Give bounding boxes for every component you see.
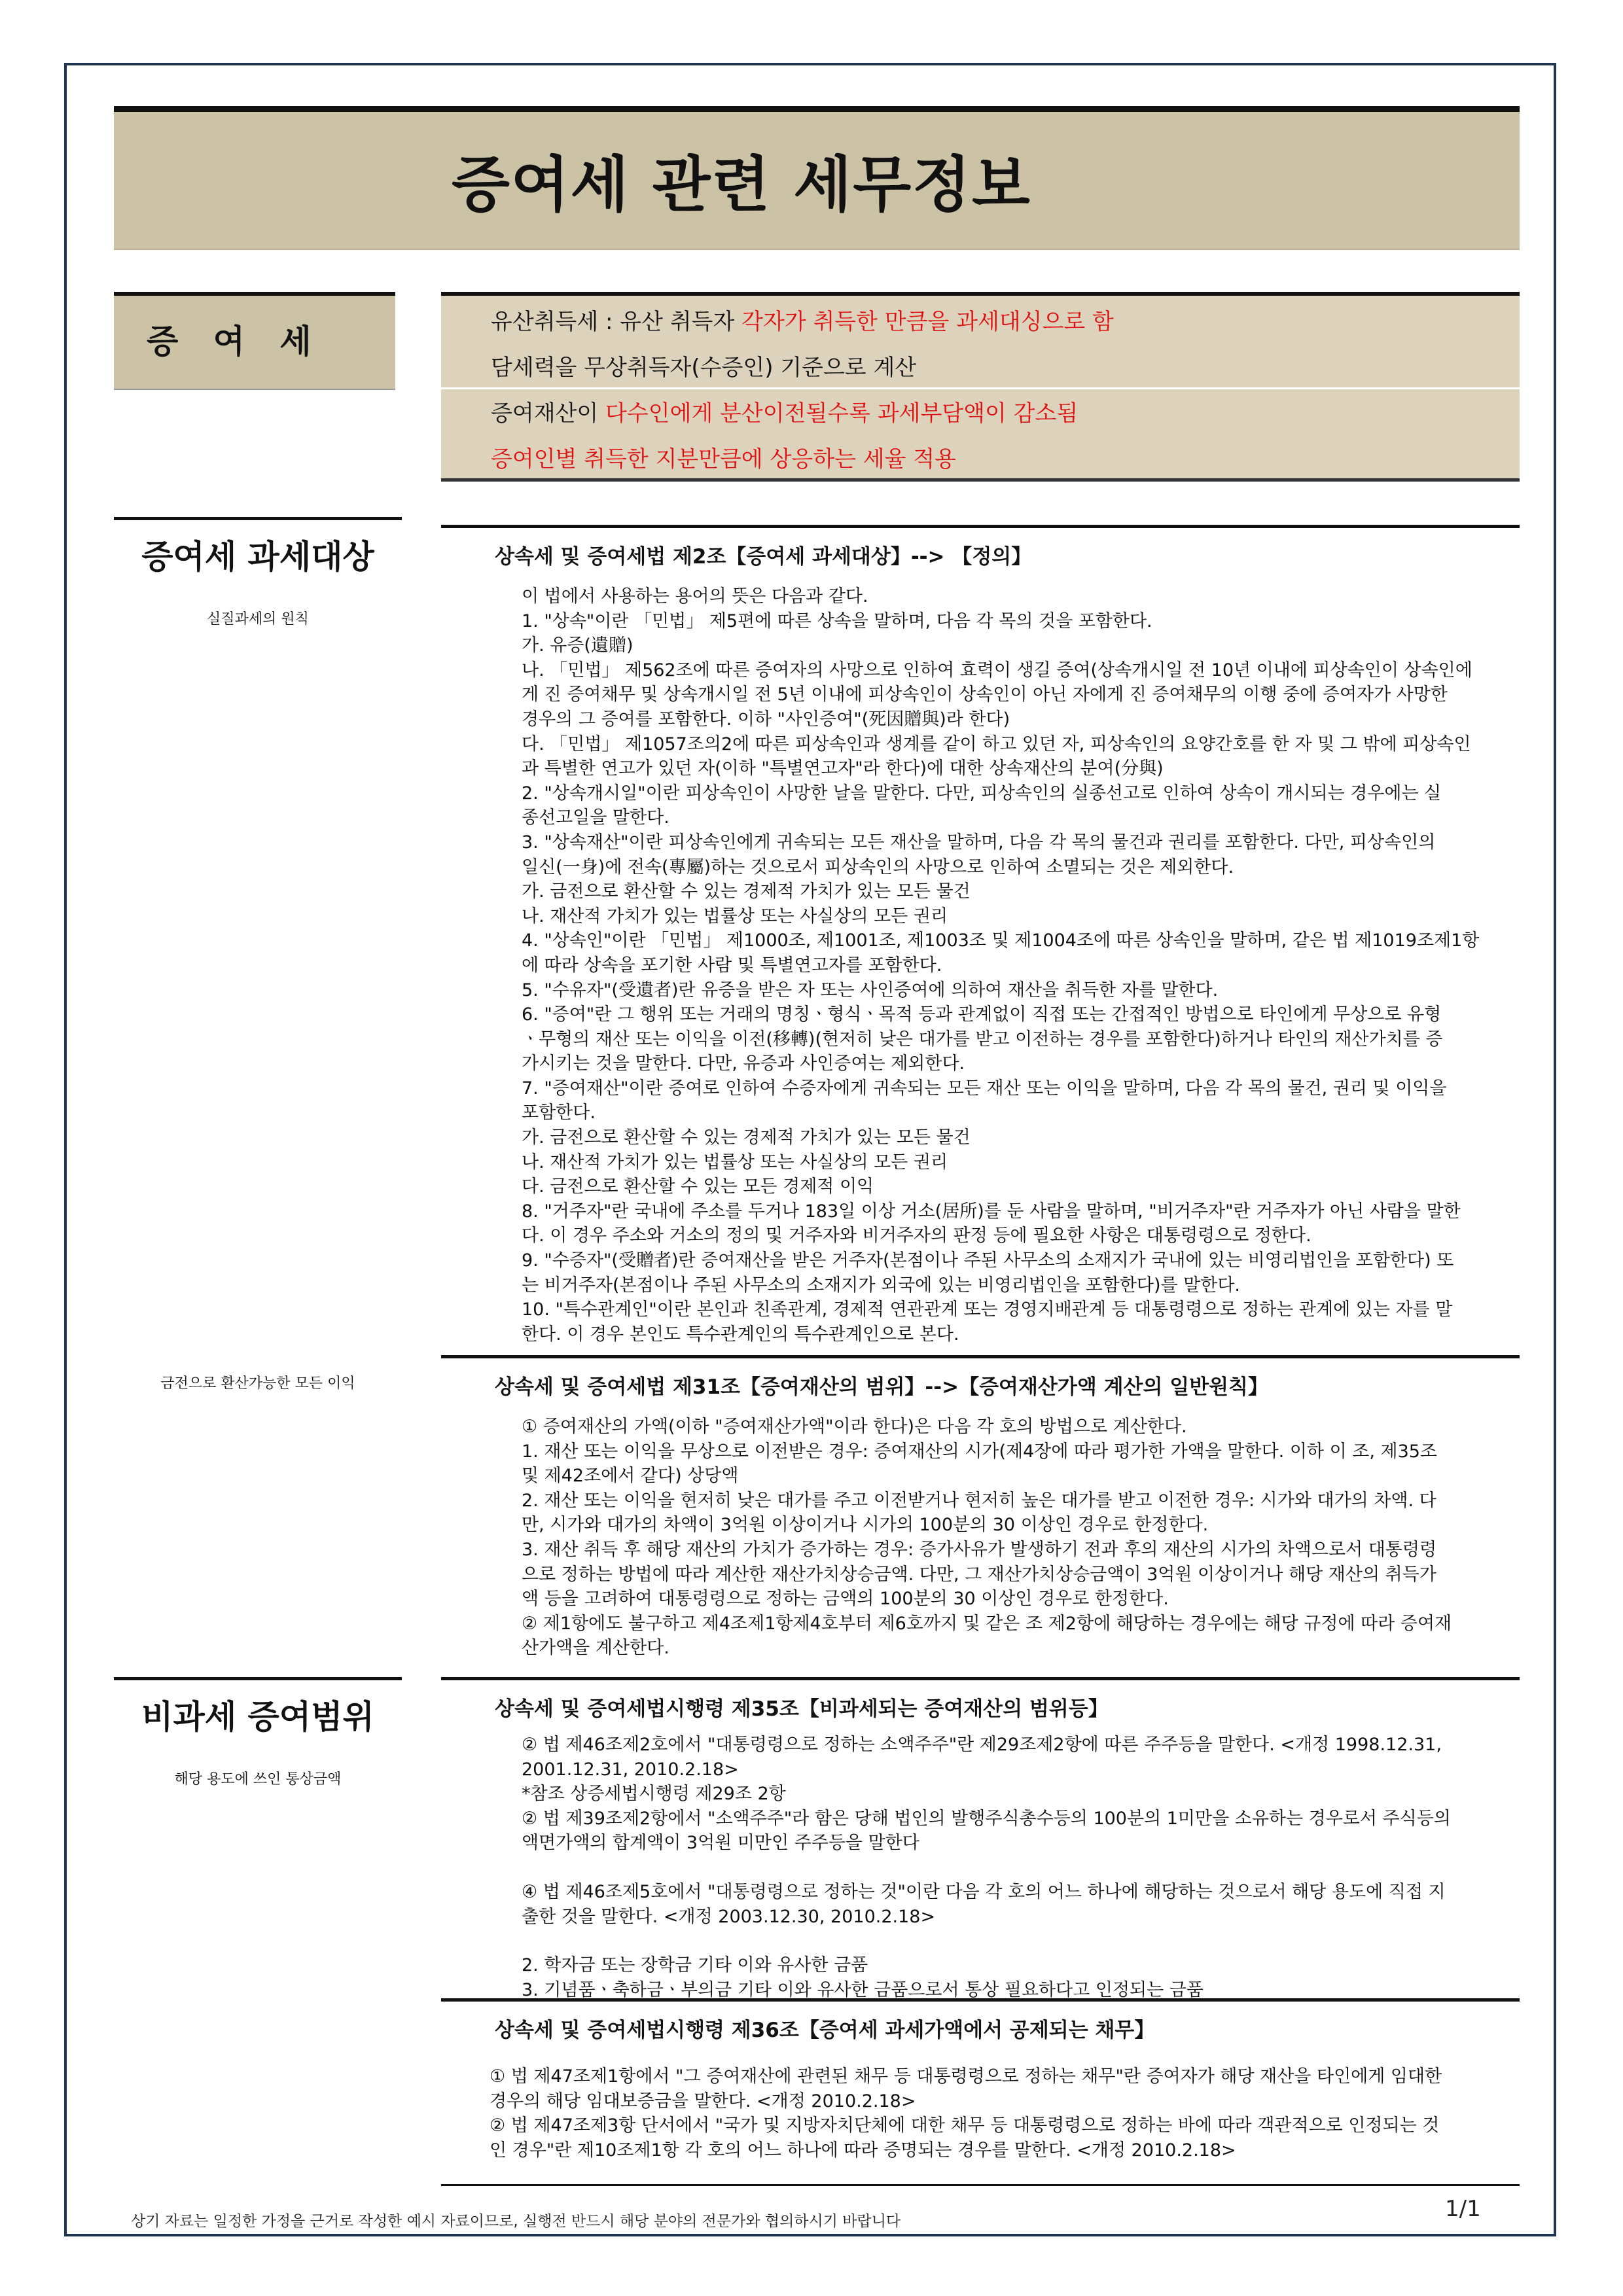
taxation-target-note: 실질과세의 원칙 [207, 611, 309, 627]
section-body [522, 1415, 1507, 1661]
taxation-target-title: 증여세 과세대상 [141, 538, 374, 576]
body-line: 및 제42조에서 같다) 상당액 [522, 1466, 739, 1487]
body-line: ④ 법 제46조제5호에서 "대통령령으로 정하는 것"이란 다음 각 호의 어느 하나에 해당하는 것으로서 해당 용도에 직접 지 [522, 1881, 1446, 1902]
body-line: 다. 금전으로 환산할 수 있는 모든 경제적 이익 [522, 1176, 874, 1197]
body-line: ② 법 제46조제2호에서 "대통령령으로 정하는 소액주주"란 제29조제2항에 따른 주주등을 말한다. <개정 1998.12.31, [522, 1735, 1442, 1755]
body-line: 액 등을 고려하여 대통령령으로 정하는 금액의 100분의 30 이상인 경우로 한정한다. [522, 1589, 1169, 1610]
body-line: 2. 재산 또는 이익을 현저히 낮은 대가를 주고 이전받거나 현저히 높은 대가를 받고 이전한 경우: 시가와 대가의 차액. 다 [522, 1490, 1436, 1511]
body-line: 으로 정하는 방법에 따라 계산한 재산가치상승금액. 다만, 그 재산가치상승금액이 3억원 이상이거나 해당 재산의 취득가 [522, 1564, 1436, 1585]
body-line: 2. 학자금 또는 장학금 기타 이와 유사한 금품 [522, 1955, 868, 1976]
body-line: ① 증여재산의 가액(이하 "증여재산가액"이라 한다)은 다음 각 호의 방법으로 계산한다. [522, 1417, 1187, 1437]
non-taxable-heading [114, 1677, 402, 1788]
section-body [522, 584, 1507, 1347]
body-line: 가. 금전으로 환산할 수 있는 경제적 가치가 있는 모든 물건 [522, 1127, 971, 1148]
body-line: 나. 「민법」 제562조에 따른 증여자의 사망으로 인하여 효력이 생길 증여(상속개시일 전 10년 이내에 피상속인이 상속인에 [522, 660, 1472, 680]
body-line: 경우의 그 증여를 포함한다. 이하 "사인증여"(死因贈與)라 한다) [522, 709, 1010, 730]
body-line: ② 법 제39조제2항에서 "소액주주"라 함은 당해 법인의 발행주식총수등의 100분의 1미만을 소유하는 경우로서 주식등의 [522, 1808, 1451, 1829]
summary-line: 담세력을 무상취득자(수증인) 기준으로 계산 [491, 355, 917, 381]
body-line: 가. 유증(遺贈) [522, 635, 633, 656]
body-line: 8. "거주자"란 국내에 주소를 두거나 183일 이상 거소(居所)를 둔 사람을 말하며, "비거주자"란 거주자가 아닌 사람을 말한 [522, 1201, 1461, 1222]
body-line: 2. "상속개시일"이란 피상속인이 사망한 날을 말한다. 다만, 피상속인의 실종선고로 인하여 상속이 개시되는 경우에는 실 [522, 783, 1442, 804]
section-heading: 상속세 및 증여세법시행령 제36조【증여세 과세가액에서 공제되는 채무】 [441, 1998, 1520, 2043]
body-line: 경우의 해당 임대보증금을 말한다. <개정 2010.2.18> [490, 2091, 916, 2111]
body-line: ② 법 제47조제3항 단서에서 "국가 및 지방자치단체에 대한 채무 등 대통령령으로 정하는 바에 따라 객관적으로 인정되는 것 [490, 2115, 1440, 2136]
body-line: 3. "상속재산"이란 피상속인에게 귀속되는 모든 재산을 말하며, 다음 각 목의 물건과 권리를 포함한다. 다만, 피상속인의 [522, 832, 1436, 853]
page-number: 1/1 [1445, 2196, 1481, 2222]
body-line: ㆍ무형의 재산 또는 이익을 이전(移轉)(현저히 낮은 대가를 받고 이전하는 경우를 포함한다)하거나 타인의 재산가치를 증 [522, 1029, 1443, 1050]
gift-tax-label-box [114, 292, 395, 390]
body-line: ② 제1항에도 불구하고 제4조제1항제4호부터 제6호까지 및 같은 조 제2항에 해당하는 경우에는 해당 규정에 따라 증여재 [522, 1613, 1452, 1634]
body-line: *참조 상증세법시행령 제29조 2항 [522, 1784, 786, 1805]
body-line: 3. 기념품ㆍ축하금ㆍ부의금 기타 이와 유사한 금품으로서 통상 필요하다고 인정되는 금품 [522, 1979, 1204, 2000]
bottom-rule [441, 2184, 1520, 2186]
body-line: 인 경우"란 제10조제1항 각 호의 어느 하나에 따라 증명되는 경우를 말한다. <개정 2010.2.18> [490, 2140, 1236, 2161]
body-line: 4. "상속인"이란 「민법」 제1000조, 제1001조, 제1003조 및 제1004조에 따른 상속인을 말하며, 같은 법 제1019조제1항 [522, 930, 1480, 951]
body-line: 산가액을 계산한다. [522, 1638, 669, 1659]
body-line: 가시키는 것을 말한다. 다만, 유증과 사인증여는 제외한다. [522, 1053, 965, 1074]
title-banner [114, 106, 1520, 250]
summary-line: 증여인별 취득한 지분만큼에 상응하는 세율 적용 [491, 446, 956, 472]
body-line: 과 특별한 연고가 있던 자(이하 "특별연고자"라 한다)에 대한 상속재산의 분여(分與) [522, 758, 1164, 779]
taxation-target-heading [114, 517, 402, 628]
body-line: 나. 재산적 가치가 있는 법률상 또는 사실상의 모든 권리 [522, 906, 948, 927]
summary-line: 증여재산이 다수인에게 분산이전될수록 과세부담액이 감소됨 [491, 400, 1079, 427]
body-line: 다. 「민법」 제1057조의2에 따른 피상속인과 생계를 같이 하고 있던 자, 피상속인의 요양간호를 한 자 및 그 밖에 피상속인 [522, 733, 1471, 754]
section-body [522, 1733, 1507, 2002]
section-heading: 상속세 및 증여세법시행령 제35조【비과세되는 증여재산의 범위등】 [441, 1677, 1520, 1722]
body-line: 한다. 이 경우 본인도 특수관계인의 특수관계인으로 본다. [522, 1324, 959, 1345]
body-line: 에 따라 상속을 포기한 사람 및 특별연고자를 포함한다. [522, 955, 942, 976]
body-line: 10. "특수관계인"이란 본인과 친족관계, 경제적 연관관계 또는 경영지배관계 등 대통령령으로 정하는 관계에 있는 자를 말 [522, 1299, 1453, 1320]
body-line: 액면가액의 합계액이 3억원 미만인 주주등을 말한다 [522, 1833, 919, 1854]
body-line: 출한 것을 말한다. <개정 2003.12.30, 2010.2.18> [522, 1906, 936, 1927]
summary-line: 유산취득세 : 유산 취득자 각자가 취득한 만큼을 과세대싱으로 함 [491, 309, 1114, 335]
body-line: 2001.12.31, 2010.2.18> [522, 1759, 739, 1780]
footer-disclaimer: 상기 자료는 일정한 가정을 근거로 작성한 예시 자료이므로, 실행전 반드시 해당 분야의 전문가와 협의하시기 바랍니다 [131, 2213, 901, 2230]
summary-divider [441, 387, 1520, 389]
body-line: 만, 시가와 대가의 차액이 3억원 이상이거나 시가의 100분의 30 이상인 경우로 한정한다. [522, 1515, 1209, 1536]
non-taxable-note: 해당 용도에 쓰인 통상금액 [174, 1771, 342, 1788]
body-line: 1. "상속"이란 「민법」 제5편에 따른 상속을 말하며, 다음 각 목의 것을 포함한다. [522, 610, 1152, 631]
blank-line [522, 1929, 1507, 1953]
body-line: 5. "수유자"(受遺者)란 유증을 받은 자 또는 사인증여에 의하여 재산을 취득한 자를 말한다. [522, 980, 1219, 1000]
body-line: 나. 재산적 가치가 있는 법률상 또는 사실상의 모든 권리 [522, 1152, 948, 1173]
body-line: 이 법에서 사용하는 용어의 뜻은 다음과 같다. [522, 586, 868, 607]
body-line: 3. 재산 취득 후 해당 재산의 가치가 증가하는 경우: 증가사유가 발생하기 전과 후의 재산의 시가의 차액으로서 대통령령 [522, 1539, 1437, 1560]
all-benefits-note: 금전으로 환산가능한 모든 이익 [160, 1375, 355, 1392]
body-line: 종선고일을 말한다. [522, 807, 669, 828]
page-title: 증여세 관련 세무정보 [452, 150, 1031, 220]
gift-tax-summary [441, 292, 1520, 482]
section-heading: 상속세 및 증여세법 제2조【증여세 과세대상】--> 【정의】 [441, 525, 1520, 569]
gift-tax-label: 증 여 세 [147, 323, 323, 361]
body-line: 포함한다. [522, 1103, 596, 1123]
body-line: 게 진 증여채무 및 상속개시일 전 5년 이내에 피상속인이 상속인이 아닌 자에게 진 증여채무의 이행 중에 증여자가 사망한 [522, 684, 1448, 705]
body-line: 1. 재산 또는 이익을 무상으로 이전받은 경우: 증여재산의 시가(제4장에 따라 평가한 가액을 말한다. 이하 이 조, 제35조 [522, 1441, 1438, 1462]
body-line: 7. "증여재산"이란 증여로 인하여 수증자에게 귀속되는 모든 재산 또는 이익을 말하며, 다음 각 목의 물건, 권리 및 이익을 [522, 1078, 1447, 1099]
body-line: 는 비거주자(본점이나 주된 사무소의 소재지가 외국에 있는 비영리법인을 포함한다)를 말한다. [522, 1275, 1241, 1296]
body-line: 6. "증여"란 그 행위 또는 거래의 명칭ㆍ형식ㆍ목적 등과 관계없이 직접 또는 간접적인 방법으로 타인에게 무상으로 유형 [522, 1004, 1442, 1025]
body-line: 가. 금전으로 환산할 수 있는 경제적 가치가 있는 모든 물건 [522, 881, 971, 902]
body-line: 다. 이 경우 주소와 거소의 정의 및 거주자와 비거주자의 판정 등에 필요한 사항은 대통령령으로 정한다. [522, 1226, 1311, 1246]
section-heading: 상속세 및 증여세법 제31조【증여재산의 범위】-->【증여재산가액 계산의 일반원칙】 [441, 1355, 1520, 1400]
section-body [490, 2064, 1508, 2163]
blank-line [522, 1856, 1507, 1880]
non-taxable-title: 비과세 증여범위 [141, 1698, 374, 1736]
body-line: 일신(一身)에 전속(專屬)하는 것으로서 피상속인의 사망으로 인하여 소멸되는 것은 제외한다. [522, 857, 1234, 877]
body-line: 9. "수증자"(受贈者)란 증여재산을 받은 거주자(본점이나 주된 사무소의 소재지가 국내에 있는 비영리법인을 포함한다) 또 [522, 1250, 1454, 1271]
body-line: ① 법 제47조제1항에서 "그 증여재산에 관련된 채무 등 대통령령으로 정하는 채무"란 증여자가 해당 재산을 타인에게 임대한 [490, 2066, 1442, 2087]
